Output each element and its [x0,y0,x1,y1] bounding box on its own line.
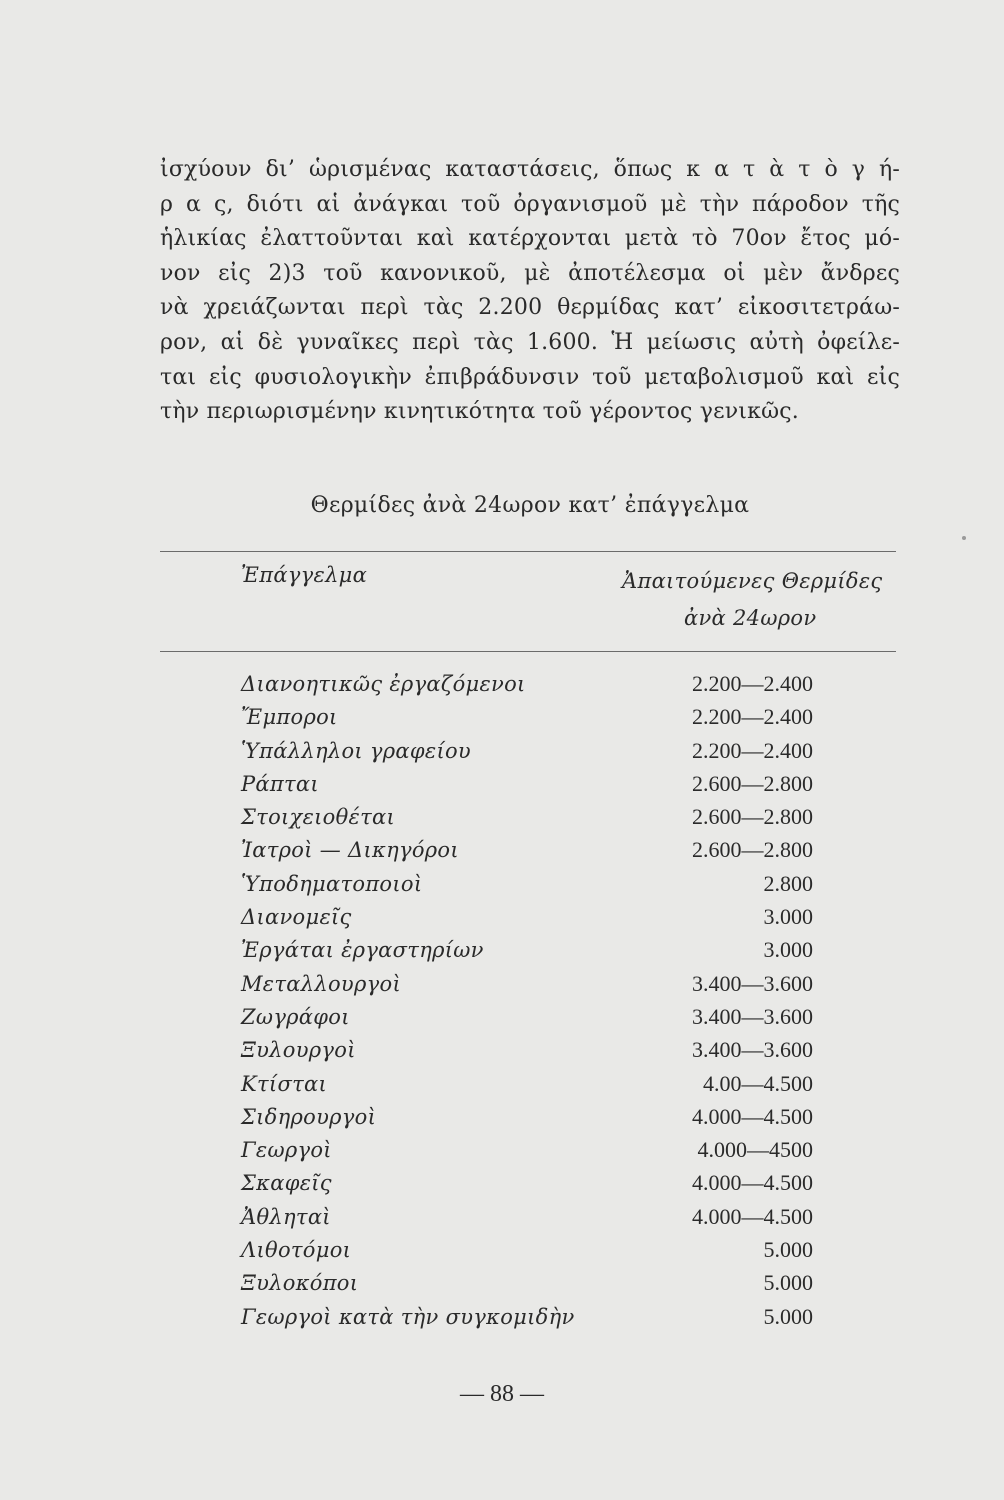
table-title: Θερμίδες ἀνὰ 24ωρον κατ’ ἐπάγγελμα [310,493,750,518]
profession-cell: Σκαφεῖς [241,1171,332,1196]
paragraph-line: νὰ χρειάζωνται περὶ τὰς 2.200 θερμίδας κατ’ εἰκοσιτετράω- [160,295,900,321]
calories-cell: 4.000—4500 [697,1137,813,1163]
column-header-calories [622,563,902,637]
column-header-calories-line2: ἀνὰ 24ωρον [684,606,817,630]
calories-cell: 2.200—2.400 [692,671,813,696]
calories-cell: 4.000—4.500 [692,1203,813,1229]
profession-cell: Ἰατροὶ — Δικηγόροι [241,838,459,863]
profession-cell: Σιδηρουργοὶ [241,1104,377,1129]
table-row [241,1071,813,1104]
calories-cell: 3.000 [763,904,813,930]
table-row [241,1204,813,1237]
profession-cell: Ὑποδηματοποιοὶ [241,871,423,896]
calories-cell: 4.00—4.500 [703,1070,813,1096]
calories-cell: 2.800 [763,870,813,896]
calories-cell: 5.000 [763,1237,813,1263]
table-row [241,937,813,970]
profession-cell: Λιθοτόμοι [241,1238,352,1263]
profession-cell: Ξυλουργοὶ [241,1038,356,1063]
column-header-calories-line1: Ἀπαιτούμενες Θερμίδες [622,569,883,593]
table-row [241,704,813,737]
table-row [241,1304,813,1337]
calories-cell: 3.000 [763,937,813,963]
calories-cell: 2.200—2.400 [692,704,813,730]
paragraph-line: τὴν περιωρισμένην κινητικότητα τοῦ γέροντος γενικῶς. [160,399,799,425]
profession-cell: Ἀθληταὶ [241,1204,331,1229]
profession-cell: Ράπται [241,771,319,796]
profession-cell: Γεωργοὶ κατὰ τὴν συγκομιδὴν [241,1304,575,1329]
paragraph-line: ἰσχύουν δι’ ὡρισμένας καταστάσεις, ὅπως κ α τ ὰ τ ὸ γ ή- [160,157,900,182]
profession-cell: Ὑπάλληλοι γραφείου [241,738,472,763]
paragraph-line: ρ α ς, διότι αἱ ἀνάγκαι τοῦ ὀργανισμοῦ μὲ τὴν πάροδον τῆς [160,191,900,217]
calories-cell: 4.000—4.500 [692,1103,813,1129]
calories-cell: 2.600—2.800 [692,804,813,830]
table-row [241,971,813,1004]
calorie-table [241,671,813,1337]
calories-cell: 2.600—2.800 [692,770,813,796]
calories-cell: 2.200—2.400 [692,737,813,763]
table-row [241,837,813,870]
table-row [241,904,813,937]
paragraph-line: ρον, αἱ δὲ γυναῖκες περὶ τὰς 1.600. Ἡ μείωσις αὐτὴ ὀφείλε- [160,329,900,355]
calories-cell: 3.400—3.600 [692,1037,813,1063]
table-row [241,1270,813,1303]
profession-cell: Διανοητικῶς ἐργαζόμενοι [241,672,526,696]
profession-cell: Γεωργοὶ [241,1138,332,1163]
column-header-profession: Ἐπάγγελμα [241,563,368,587]
calories-cell: 3.400—3.600 [692,1003,813,1029]
paper-speck [962,536,966,540]
table-row [241,871,813,904]
profession-cell: Ξυλοκόποι [241,1271,359,1296]
paragraph-line: ται εἰς φυσιολογικὴν ἐπιβράδυνσιν τοῦ μεταβολισμοῦ καὶ εἰς [160,364,900,390]
profession-cell: Κτίσται [241,1071,328,1096]
calories-cell: 4.000—4.500 [692,1170,813,1196]
table-row [241,771,813,804]
profession-cell: Ἔμποροι [241,705,338,730]
calories-cell: 3.400—3.600 [692,970,813,996]
profession-cell: Διανομεῖς [241,905,352,930]
calories-cell: 5.000 [763,1270,813,1296]
profession-cell: Μεταλλουργοὶ [241,971,401,996]
table-row [241,1004,813,1037]
table-row [241,1037,813,1070]
paragraph-line: νον εἰς 2)3 τοῦ κανονικοῦ, μὲ ἀποτέλεσμα οἱ μὲν ἄνδρες [160,260,900,286]
table-row [241,1237,813,1270]
table-row [241,1137,813,1170]
table-row [241,804,813,837]
profession-cell: Ζωγράφοι [241,1004,350,1029]
page-number: — 88 — [460,1381,544,1407]
calories-cell: 2.600—2.800 [692,837,813,863]
table-row [241,1104,813,1137]
profession-cell: Στοιχειοθέται [241,805,396,830]
calories-cell: 5.000 [763,1303,813,1329]
paragraph-line: ἡλικίας ἐλαττοῦνται καὶ κατέρχονται μετὰ τὸ 70ον ἔτος μό- [160,226,900,252]
table-top-rule [160,551,896,552]
table-row [241,738,813,771]
table-row [241,1170,813,1203]
table-row [241,671,813,704]
table-header-rule [160,651,896,652]
body-paragraph [160,153,900,430]
profession-cell: Ἐργάται ἐργαστηρίων [241,938,484,963]
